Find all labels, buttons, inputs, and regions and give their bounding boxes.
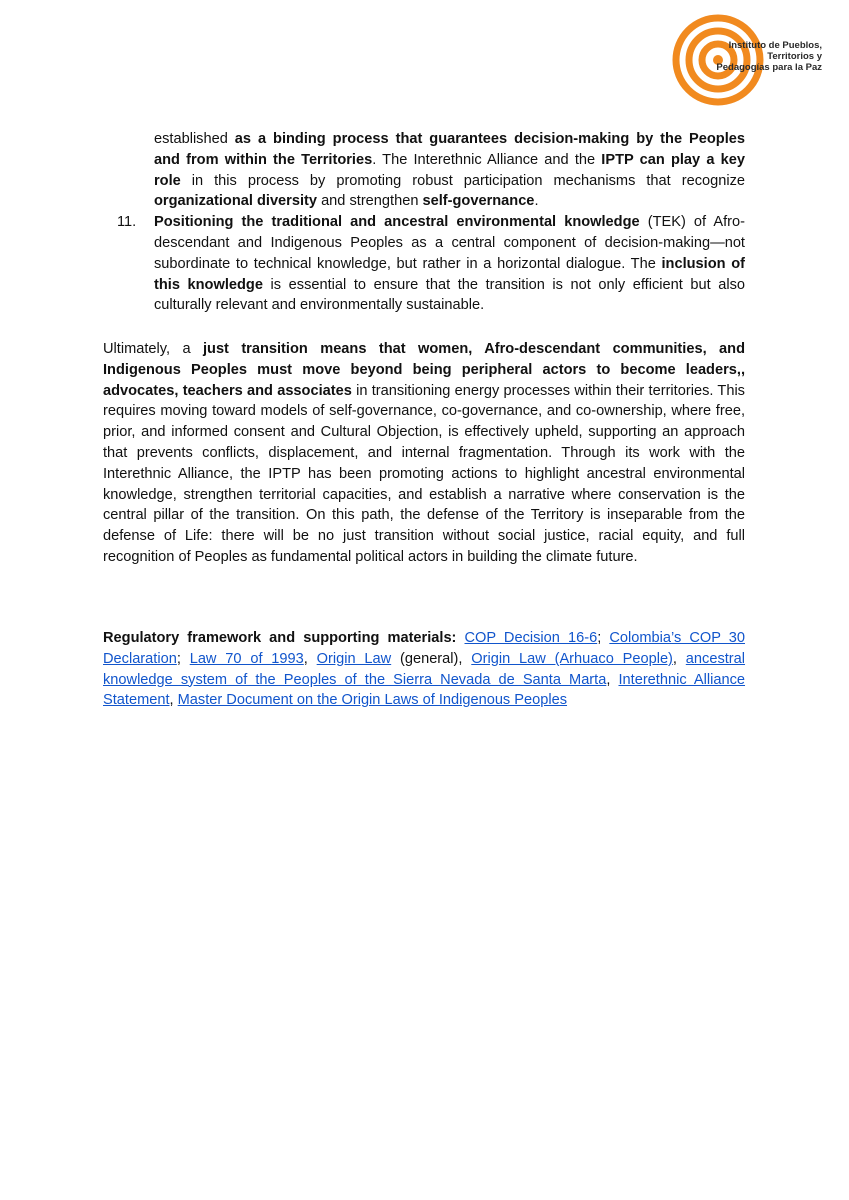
link-colombia-cop30[interactable]: Colombia’s COP 30 Declaration [103, 630, 745, 667]
link-interethnic-statement[interactable]: Interethnic Alliance Statement [103, 671, 746, 709]
framework-label: Regulatory framework and supporting materials: [103, 630, 457, 646]
logo-line-3: Pedagogías para la Paz [716, 62, 822, 73]
logo-line-2: Territorios y [767, 51, 822, 62]
recommendations-list [103, 129, 745, 316]
link-master-document[interactable]: Master Document on the Origin Laws of Indigenous Peoples [177, 692, 568, 709]
institute-logo [672, 14, 822, 106]
link-cop-decision[interactable]: COP Decision 16-6 [464, 630, 598, 646]
list-number: 11. [117, 214, 137, 231]
link-origin-law-arhuaco[interactable]: Origin Law (Arhuaco People) [471, 650, 673, 667]
link-ancestral-knowledge[interactable]: ancestral knowledge system of the Peoples of the Sierra Nevada de Santa Marta [103, 650, 746, 688]
link-origin-law[interactable]: Origin Law [316, 650, 392, 667]
regulatory-framework: Regulatory framework and supporting materials: COP Decision 16-6; Colombia’s COP 30 Declaration; Law 70 of 1993, Origin Law (general), Origin Law (Arhuaco People), ancestral knowledge system of the Peoples of the Sierra Nevada de Santa Marta, Interethnic Alliance Statement, Master Document on the Origin Laws of Indigenous Peoples [103, 630, 746, 709]
link-law-70[interactable]: Law 70 of 1993 [189, 650, 304, 667]
list-item-10-continued: established as a binding process that guarantees decision-making by the Peoples and from within the Territories. The Interethnic Alliance and the IPTP can play a key role in this process by promoting robust participation mechanisms that recognize organizational diversity and strengthen self-governance. [154, 131, 745, 210]
logo-text [686, 40, 822, 73]
conclusion-paragraph: Ultimately, a just transition means that women, Afro-descendant communities, and Indigenous Peoples must move beyond being peripheral actors to become leaders,, advocates, teachers and associates in transitioning energy processes within their territories. This requires moving toward models of self-governance, co-governance, and co-ownership, where free, prior, and informed consent and Cultural Objection, is effectively upheld, supporting an approach that prevents conflicts, displacement, and internal fragmentation. Through its work with the Interethnic Alliance, the IPTP has been promoting actions to highlight ancestral environmental knowledge, strengthen territorial capacities, and establish a narrative where conservation is the central pillar of the transition. On this path, the defense of the Territory is inseparable from the defense of Life: there will be no just transition without social justice, racial equity, and full recognition of Peoples as fundamental political actors in building the climate future. [103, 341, 745, 565]
logo-line-1: Instituto de Pueblos, [728, 40, 822, 51]
list-item-11: 11. Positioning the traditional and ancestral environmental knowledge (TEK) of Afro-descendant and Indigenous Peoples as a central component of decision-making—not subordinate to technical knowledge, but rather in a horizontal dialogue. The inclusion of this knowledge is essential to ensure that the transition is not only efficient but also culturally relevant and environmentally sustainable. [117, 214, 745, 314]
